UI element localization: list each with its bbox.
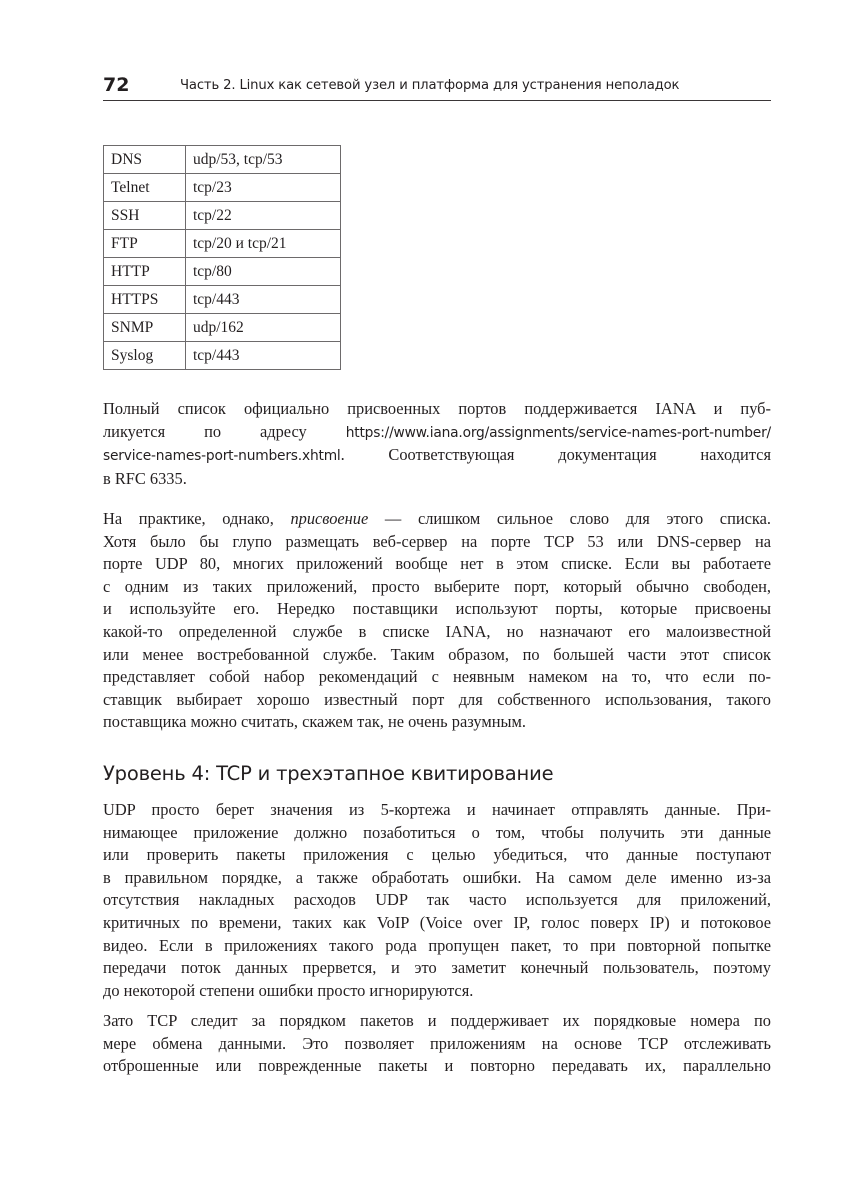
text-line: и используйте его. Нередко поставщики используют порты, которые присвоены (103, 599, 771, 619)
text-line (103, 421, 771, 445)
table-row (104, 202, 341, 230)
text-line: ставщик выбирает хорошо известный порт для собственного использования, такого (103, 689, 771, 709)
text-line: в правильном порядке, а также обработать ошибки. На самом деле именно из-за (103, 867, 771, 887)
text-line: видео. Если в приложениях такого рода пропущен пакет, то при повторной попытке (103, 935, 771, 955)
text-line: Хотя было бы глупо размещать веб-сервер на порте TCP 53 или DNS-сервер на (103, 531, 771, 551)
text-line: представляет собой набор рекомендаций с неявным намеком на то, что если по- (103, 667, 771, 687)
port-cell: tcp/443 (186, 286, 341, 314)
service-cell: Telnet (104, 174, 186, 202)
text-line: с одним из таких приложений, просто выберите порт, который обычно свободен, (103, 576, 771, 596)
text-line: какой-то определенной службе в списке IANA, но назначают его малоизвестной (103, 621, 771, 641)
text-line: мере обмена данными. Это позволяет приложениям на основе TCP отслеживать (103, 1033, 771, 1053)
table-row (104, 146, 341, 174)
section-heading: Уровень 4: TCP и трехэтапное квитирование (103, 762, 554, 785)
text-line: отсутствия накладных расходов UDP так часто используется для приложений, (103, 890, 771, 910)
table-row (104, 286, 341, 314)
text-line: Полный список официально присвоенных портов поддерживается IANA и пуб- (103, 399, 771, 418)
service-cell: DNS (104, 146, 186, 174)
text-fragment: — слишком сильное слово для этого списка. (368, 509, 771, 528)
text-line (103, 508, 771, 531)
paragraph-udp (103, 799, 771, 1002)
text-line: в RFC 6335. (103, 468, 187, 488)
service-cell: Syslog (104, 342, 186, 370)
text-line: передачи поток данных прервется, и это заметит конечный пользователь, поэтому (103, 958, 771, 978)
service-cell: FTP (104, 230, 186, 258)
paragraph-tcp (103, 1010, 771, 1078)
port-cell: tcp/22 (186, 202, 341, 230)
text-fragment: ликуется по адресу (103, 421, 346, 441)
port-cell: udp/162 (186, 314, 341, 342)
text-line: критичных по времени, таких как VoIP (Voice over IP, голос поверх IP) и потоковое (103, 912, 771, 932)
table-row (104, 258, 341, 286)
port-cell: tcp/80 (186, 258, 341, 286)
port-cell: tcp/443 (186, 342, 341, 370)
port-cell: tcp/20 и tcp/21 (186, 230, 341, 258)
text-line: Зато TCP следит за порядком пакетов и поддерживает их порядковые номера по (103, 1011, 771, 1030)
table-row (104, 342, 341, 370)
text-line: порте UDP 80, многих приложений вообще нет в этом списке. Если вы работаете (103, 554, 771, 574)
table-row (104, 314, 341, 342)
text-line: или проверить пакеты приложения с целью убедиться, что данные поступают (103, 845, 771, 865)
port-cell: tcp/23 (186, 174, 341, 202)
text-line: или менее востребованной службе. Таким образом, по большей части этот список (103, 644, 771, 664)
running-title: Часть 2. Linux как сетевой узел и платформа для устранения неполадок (180, 78, 680, 93)
text-fragment: . Соответствующая документация находится (340, 445, 771, 465)
service-cell: HTTP (104, 258, 186, 286)
text-line: отброшенные или поврежденные пакеты и повторно передавать их, параллельно (103, 1056, 771, 1076)
emphasis-term: присвоение (290, 509, 369, 528)
table-row (104, 174, 341, 202)
paragraph-iana (103, 398, 771, 490)
table-row (104, 230, 341, 258)
iana-url-link-continued[interactable]: service-names-port-numbers.xhtml (103, 448, 341, 465)
text-line: нимающее приложение должно позаботиться о том, чтобы получить эти данные (103, 822, 771, 842)
page-header (103, 74, 771, 101)
port-cell: udp/53, tcp/53 (186, 146, 341, 174)
service-cell: SNMP (104, 314, 186, 342)
text-fragment: На практике, однако, (103, 509, 291, 528)
text-line: до некоторой степени ошибки просто игнорируются. (103, 980, 474, 1000)
service-cell: HTTPS (104, 286, 186, 314)
text-line: поставщика можно считать, скажем так, не очень разумным. (103, 712, 526, 732)
iana-url-link[interactable]: https://www.iana.org/assignments/service-names-port-number/ (345, 424, 771, 441)
ports-table (103, 145, 341, 370)
text-line (103, 444, 771, 468)
service-cell: SSH (104, 202, 186, 230)
text-line: UDP просто берет значения из 5-кортежа и начинает отправлять данные. При- (103, 800, 771, 819)
page-number: 72 (103, 74, 130, 96)
paragraph-practice (103, 508, 771, 734)
